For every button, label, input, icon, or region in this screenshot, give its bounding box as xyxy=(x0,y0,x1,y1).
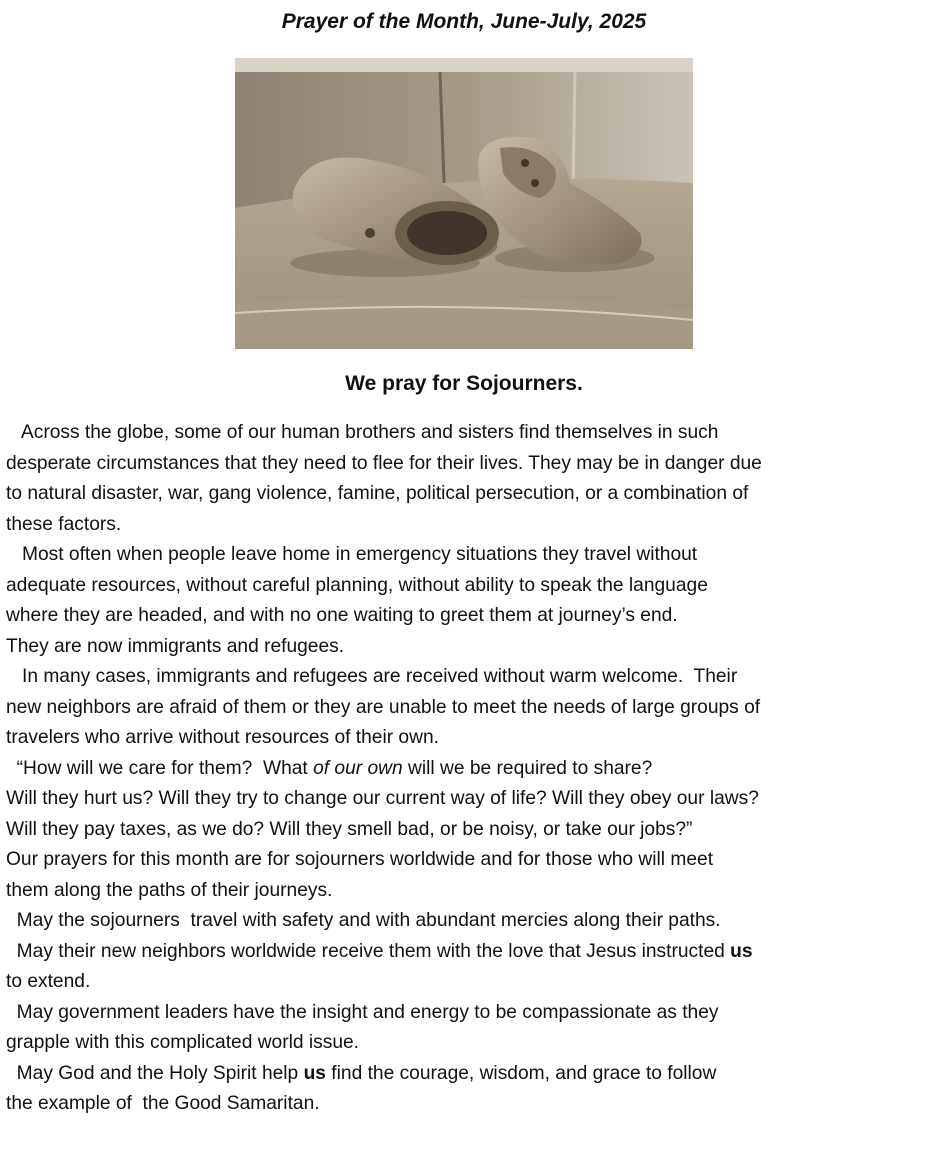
text-run: “How will we care for them? What xyxy=(6,757,314,779)
text-run: May government leaders have the insight and energy to be compassionate as they xyxy=(6,1001,719,1023)
page-title: Prayer of the Month, June-July, 2025 xyxy=(281,10,647,33)
text-run: of our own xyxy=(313,757,403,779)
body-line xyxy=(6,723,922,754)
body-line xyxy=(6,693,922,724)
text-run: May the sojourners travel with safety and with abundant mercies along their paths. xyxy=(6,910,721,931)
baby-shoes-photo xyxy=(235,58,693,349)
text-run: find the courage, wisdom, and grace to follow xyxy=(325,1062,717,1084)
body-line xyxy=(6,754,922,785)
text-run: will we be required to share? xyxy=(402,757,653,779)
text-run: adequate resources, without careful planning, without ability to speak the language xyxy=(6,574,708,596)
text-run: In many cases, immigrants and refugees are received without warm welcome. Their xyxy=(6,666,738,687)
text-run: grapple with this complicated world issue. xyxy=(6,1032,360,1053)
body-line xyxy=(6,1028,922,1059)
text-run: Our prayers for this month are for sojourners worldwide and for those who will meet xyxy=(6,849,714,870)
body-line xyxy=(6,906,922,937)
text-run: Most often when people leave home in emergency situations they travel without xyxy=(6,544,698,565)
text-run: travelers who arrive without resources of their own. xyxy=(6,727,439,748)
body-line xyxy=(6,876,922,907)
body-line xyxy=(6,540,922,571)
text-run: where they are headed, and with no one waiting to greet them at journey’s end. xyxy=(6,605,678,626)
text-run: Across the globe, some of our human brothers and sisters find themselves in such xyxy=(6,422,719,443)
body-line xyxy=(6,998,922,1029)
body-line xyxy=(6,845,922,876)
body-line xyxy=(6,967,922,998)
text-run: They are now immigrants and refugees. xyxy=(6,635,345,657)
text-run: desperate circumstances that they need to flee for their lives. They may be in danger due xyxy=(6,452,762,474)
body-line xyxy=(6,418,922,449)
baby-shoes-illustration xyxy=(235,58,693,349)
text-run: new neighbors are afraid of them or they are unable to meet the needs of large groups of xyxy=(6,696,761,718)
text-run: us xyxy=(303,1062,326,1084)
body-line xyxy=(6,479,922,510)
text-run: them along the paths of their journeys. xyxy=(6,879,333,901)
section-heading: We pray for Sojourners. xyxy=(345,372,583,395)
text-run: Will they pay taxes, as we do? Will they smell bad, or be noisy, or take our jobs?” xyxy=(6,818,693,840)
body-line xyxy=(6,510,922,541)
body-line xyxy=(6,784,922,815)
text-run: us xyxy=(730,940,753,962)
body-line xyxy=(6,571,922,602)
body-line xyxy=(6,449,922,480)
body-line xyxy=(6,1059,922,1090)
body-line xyxy=(6,662,922,693)
text-run: these factors. xyxy=(6,513,122,535)
body-line xyxy=(6,937,922,968)
body-line xyxy=(6,601,922,632)
text-run: to natural disaster, war, gang violence, famine, political persecution, or a combination of xyxy=(6,483,749,504)
text-run: Will they hurt us? Will they try to change our current way of life? Will they obey our laws? xyxy=(6,788,759,809)
text-run: May God and the Holy Spirit help xyxy=(6,1062,304,1084)
body-line xyxy=(6,815,922,846)
text-run: the example of the Good Samaritan. xyxy=(6,1093,320,1114)
text-run: to extend. xyxy=(6,971,91,992)
prayer-body xyxy=(6,418,922,1120)
text-run: May their new neighbors worldwide receive them with the love that Jesus instructed xyxy=(6,940,731,962)
body-line xyxy=(6,1089,922,1120)
body-line xyxy=(6,632,922,663)
